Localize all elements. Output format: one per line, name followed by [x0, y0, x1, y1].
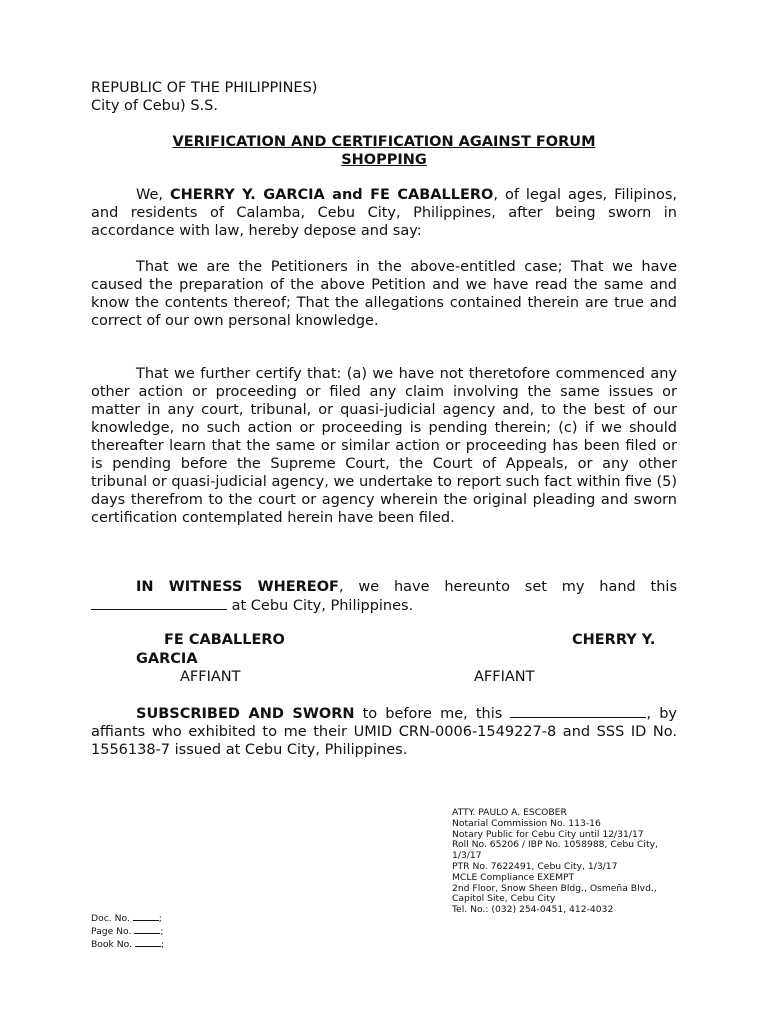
- doc-no-blank: [133, 912, 159, 921]
- notary-line: Capitol Site, Cebu City: [452, 893, 556, 905]
- document-title: [91, 133, 677, 169]
- signature-name-left: FE CABALLERO: [164, 632, 285, 648]
- notary-line: ATTY. PAULO A. ESCOBER: [452, 807, 567, 818]
- signature-name-right: CHERRY Y.: [572, 632, 656, 648]
- para1-post: , of legal ages, Filipinos, and residents of Calamba, Cebu City, Philippines, after being sworn in accordance with law, hereby depose and say:: [91, 187, 677, 239]
- jurat-lead: SUBSCRIBED AND SWORN: [136, 706, 355, 722]
- paragraph-certification: That we further certify that: (a) we have not theretofore commenced any other action or proceeding or filed any claim involving the same issues or matter in any court, tribunal, or quasi-judicial agency and, to the best of our knowledge, no such action or proceeding is pending therein; (c) if we should thereafter learn that the same or similar action or proceeding has been filed or is pending before the Supreme Court, the Court of Appeals, or any other tribunal or quasi-judicial agency, we undertake to report such fact within five (5) days therefrom to the court or agency wherein the original pleading and sworn certification contemplated herein have been filed.: [91, 366, 677, 526]
- notary-line: Roll No. 65206 / IBP No. 1058988, Cebu City,: [452, 839, 658, 851]
- page-no-label: Page No.: [91, 925, 132, 937]
- doc-no-line: Doc. No. ;: [91, 913, 162, 924]
- paragraph-jurat: [91, 704, 677, 759]
- book-no-blank: [135, 938, 161, 947]
- notary-line: Notarial Commission No. 113-16: [452, 817, 601, 829]
- signature-name-right-cont: GARCIA: [136, 651, 198, 667]
- affiant-label-left: AFFIANT: [180, 669, 241, 685]
- notary-line: PTR No. 7622491, Cebu City, 1/3/17: [452, 860, 618, 872]
- jurat-text-1: to before me, this: [354, 706, 511, 722]
- notary-line: MCLE Compliance EXEMPT: [452, 871, 575, 883]
- notary-line: Tel. No.: (032) 254-0451, 412-4032: [452, 904, 614, 916]
- jurat-text-2: , by affiants who exhibited to me their UMID CRN-0006-1549227-8 and SSS ID No. 1556138-7 issued at Cebu City, Philippines.: [91, 706, 677, 758]
- book-no-label: Book No.: [91, 938, 133, 950]
- book-no-line: Book No. ;: [91, 938, 165, 950]
- title-line-2: SHOPPING: [341, 152, 427, 168]
- date-blank: [91, 596, 227, 610]
- doc-no-label: Doc. No.: [91, 913, 130, 924]
- title-line-1: VERIFICATION AND CERTIFICATION AGAINST FORUM: [172, 134, 596, 150]
- caption-line-2: City of Cebu) S.S.: [91, 98, 218, 114]
- notary-line: 1/3/17: [452, 850, 482, 862]
- page-no-line: Page No. ;: [91, 925, 164, 937]
- notary-block: [452, 808, 692, 916]
- jurat-date-blank: [510, 704, 646, 718]
- paragraph-affiants: [91, 186, 677, 240]
- para1-pre: We,: [136, 187, 171, 203]
- docket-numbers: [91, 912, 164, 950]
- notary-line: Notary Public for Cebu City until 12/31/17: [452, 828, 644, 840]
- page-no-blank: [134, 925, 160, 934]
- notary-line: 2nd Floor, Snow Sheen Bldg., Osmeña Blvd.,: [452, 882, 657, 894]
- venue-caption: [91, 79, 317, 115]
- affiant-names: CHERRY Y. GARCIA and FE CABALLERO: [170, 187, 494, 203]
- affiant-label-right: AFFIANT: [474, 669, 535, 685]
- paragraph-witness: [91, 578, 677, 615]
- witness-text-1: , we have hereunto set my hand this: [338, 579, 677, 595]
- caption-line-1: REPUBLIC OF THE PHILIPPINES): [91, 80, 318, 96]
- witness-text-2: at Cebu City, Philippines.: [227, 598, 414, 614]
- witness-lead: IN WITNESS WHEREOF: [136, 579, 339, 595]
- paragraph-petitioners: That we are the Petitioners in the above-entitled case; That we have caused the preparation of the above Petition and we have read the same and know the contents thereof; That the allegations contained therein are true and correct of our own personal knowledge.: [91, 259, 677, 329]
